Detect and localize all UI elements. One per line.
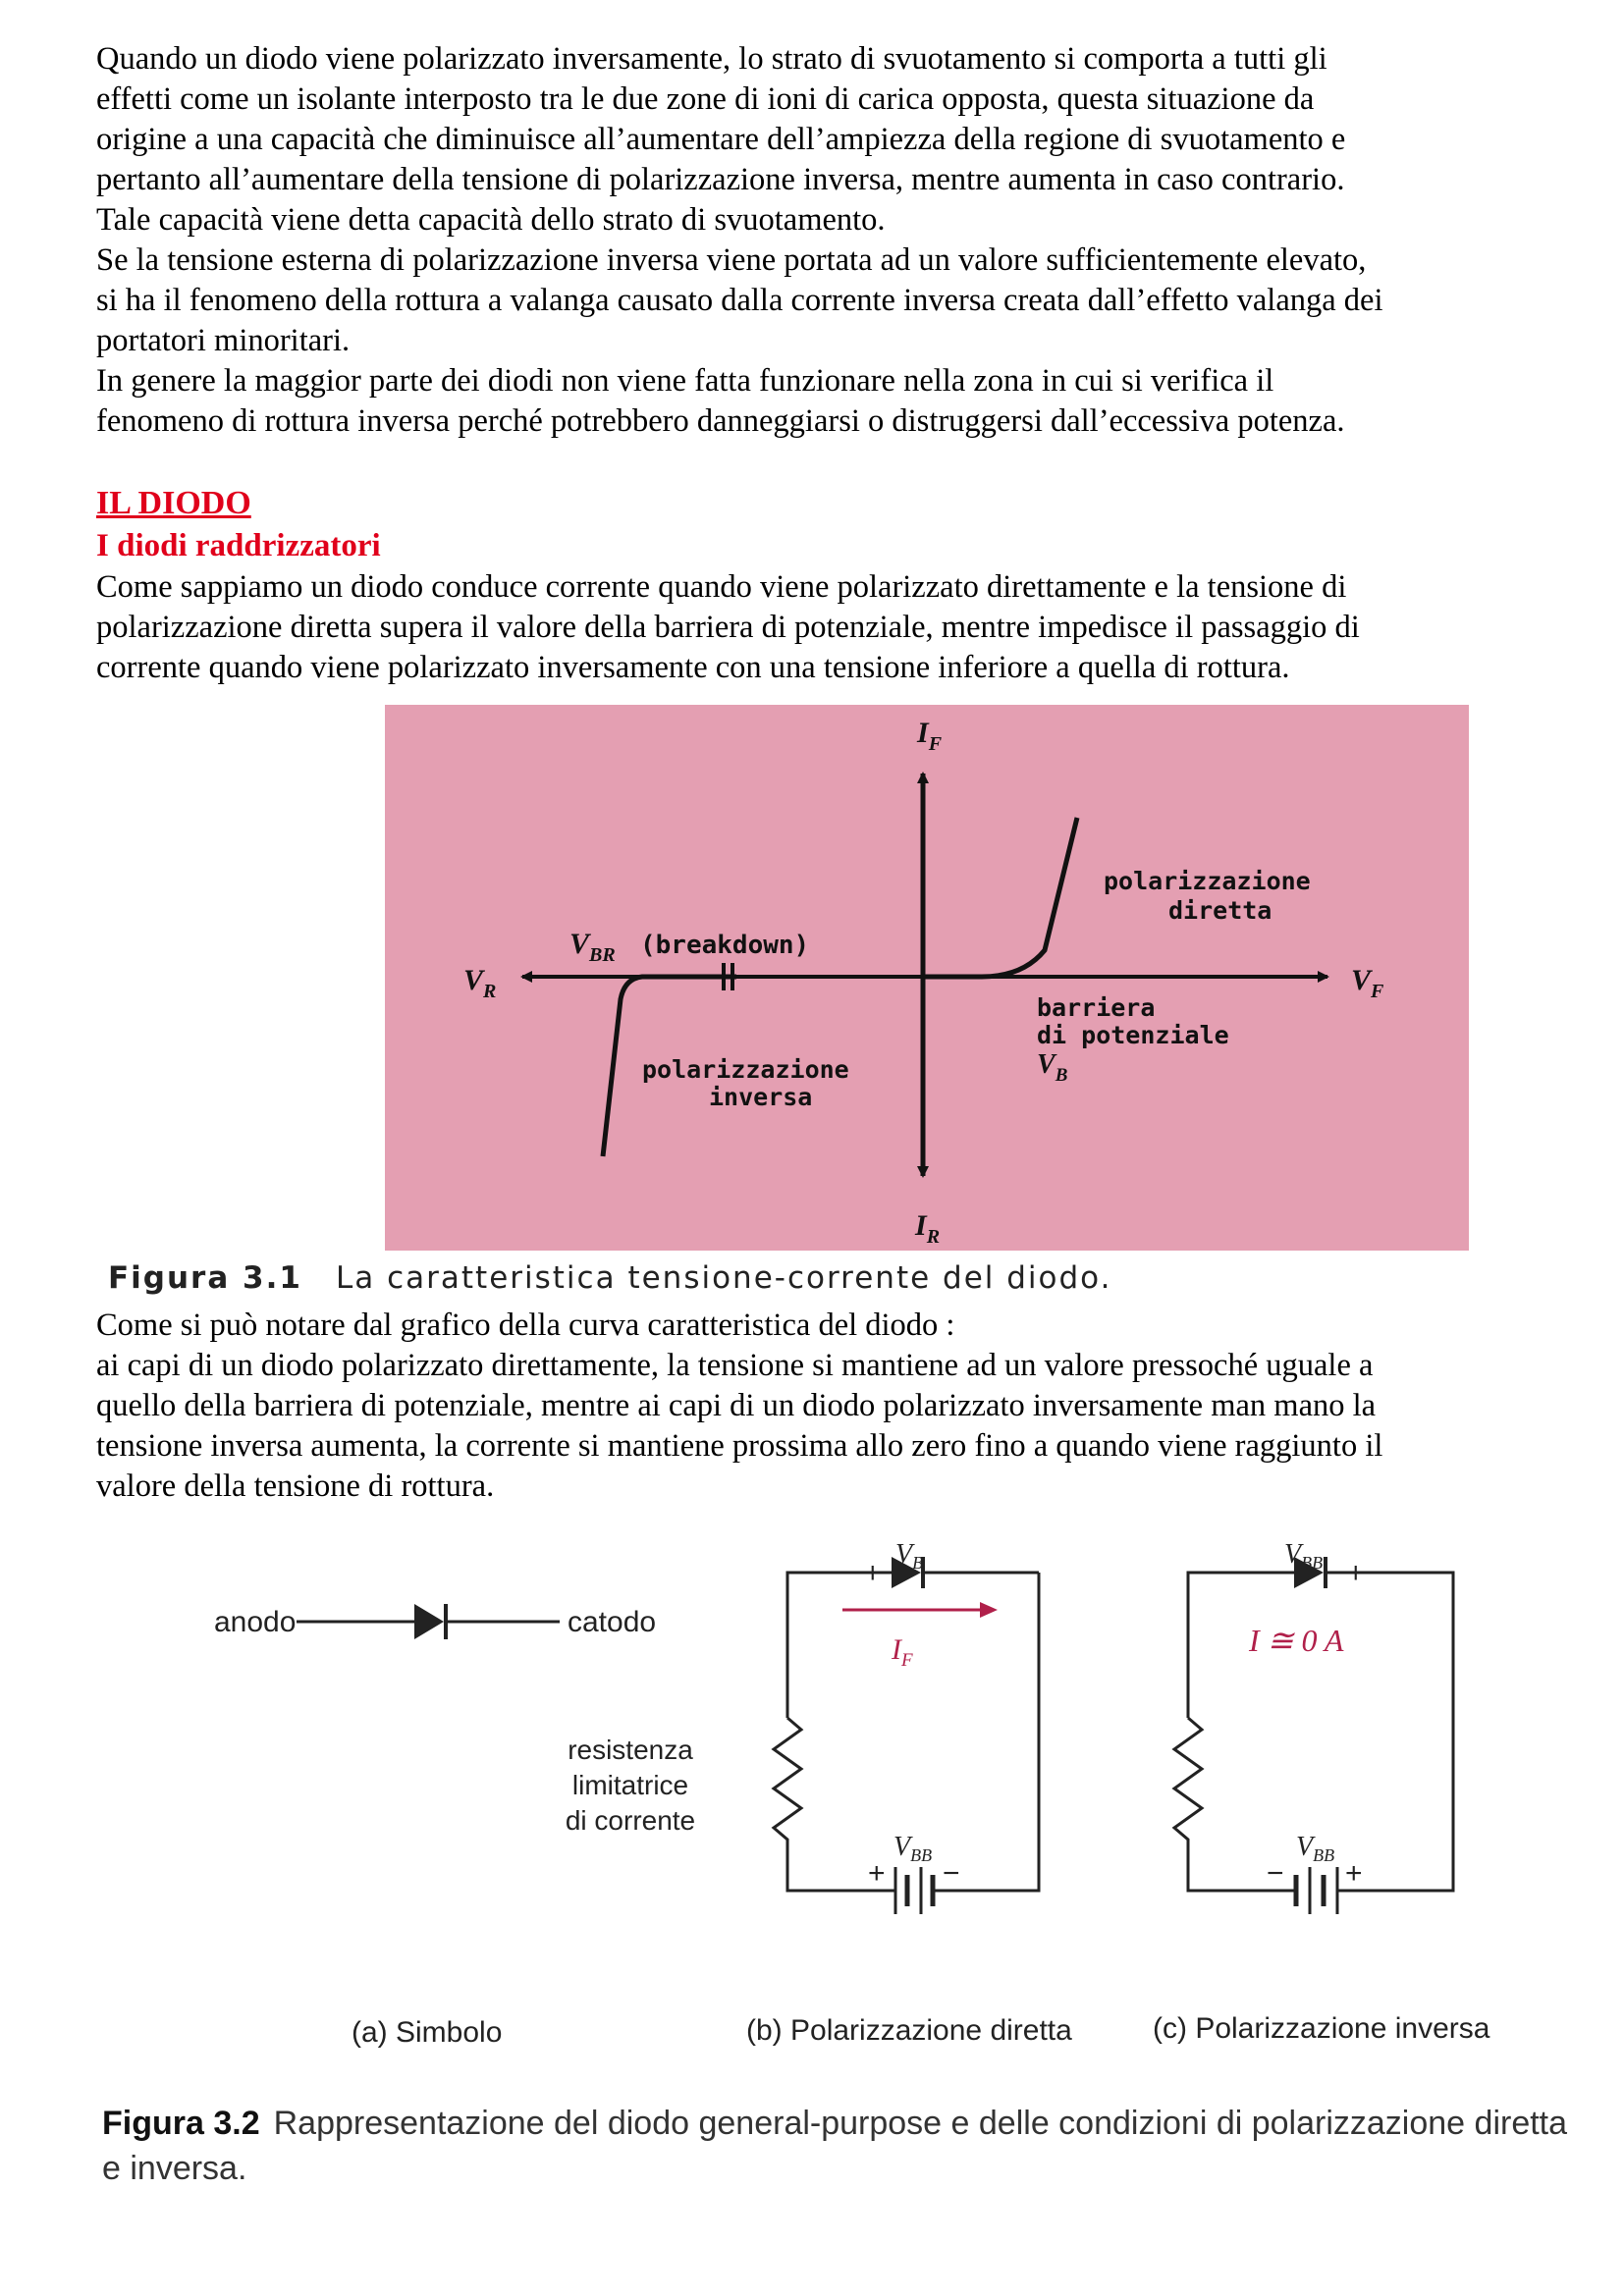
text-line: Come si può notare dal grafico della curva caratteristica del diodo : bbox=[96, 1308, 955, 1343]
diode-symbol-icon bbox=[414, 1604, 444, 1639]
label-if-main: I bbox=[917, 717, 929, 749]
text-line: pertanto all’aumentare della tensione di polarizzazione inversa, mentre aumenta in caso contrario. bbox=[96, 162, 1345, 197]
label-if-sub: F bbox=[928, 733, 943, 755]
label-barrier-2: di potenziale bbox=[1037, 1021, 1229, 1049]
current-arrow-head-icon bbox=[980, 1602, 998, 1618]
text-line: corrente quando viene polarizzato inversamente con una tensione inferiore a quella di rottura. bbox=[96, 650, 1290, 685]
text-line: si ha il fenomeno della rottura a valanga causato dalla corrente inversa creata dall’effetto valanga dei bbox=[96, 283, 1383, 318]
label-vb bbox=[1037, 1049, 1067, 1086]
iv-characteristic-diagram bbox=[385, 705, 1469, 1251]
paragraph-conduction bbox=[96, 567, 1549, 688]
label-vbb-c-top bbox=[1284, 1541, 1323, 1573]
forward-curve bbox=[923, 818, 1077, 977]
label-reverse-2: inversa bbox=[709, 1083, 813, 1111]
text-line: fenomeno di rottura inversa perché potrebbero danneggiarsi o distruggersi dall’eccessiva potenza. bbox=[96, 403, 1345, 439]
label-ir-main: I bbox=[915, 1209, 927, 1242]
label-vb-sub: B bbox=[1055, 1065, 1068, 1086]
battery-b-minus: − bbox=[943, 1857, 960, 1890]
text-line: portatori minoritari. bbox=[96, 323, 351, 358]
figure-diode-circuits bbox=[187, 1541, 1522, 2052]
text-line: effetti come un isolante interposto tra le due zone di ioni di carica opposta, questa situazione da bbox=[96, 81, 1315, 117]
label-if bbox=[916, 717, 943, 755]
label-vbb-c-top-main: V bbox=[1284, 1541, 1302, 1570]
label-resistor-3: di corrente bbox=[565, 1805, 696, 1836]
battery-c-plus: + bbox=[1345, 1857, 1363, 1890]
label-barrier-1: barriera bbox=[1037, 993, 1156, 1022]
text-line: tensione inversa aumenta, la corrente si mantiene prossima allo zero fino a quando viene raggiunto il bbox=[96, 1428, 1383, 1464]
paragraph-curve-analysis bbox=[96, 1306, 1549, 1507]
text-line: In genere la maggior parte dei diodi non viene fatta funzionare nella zona in cui si verifica il bbox=[96, 363, 1274, 399]
label-vbb-c-sub: BB bbox=[1313, 1845, 1335, 1865]
label-ir-sub: R bbox=[926, 1226, 941, 1248]
vb-minus: − bbox=[941, 1557, 958, 1589]
label-vbb-c-main: V bbox=[1296, 1832, 1314, 1862]
figure-3-1-label: Figura 3.1 bbox=[108, 1260, 302, 1296]
paragraph-depletion-capacitance bbox=[96, 39, 1549, 240]
label-breakdown: (breakdown) bbox=[640, 931, 810, 960]
label-if-current-main: I bbox=[892, 1633, 901, 1666]
diode-circuits-diagram bbox=[187, 1541, 1522, 2052]
circuit-c-wire-right bbox=[1326, 1573, 1453, 1891]
label-if-current bbox=[891, 1633, 913, 1671]
label-vbr-main: V bbox=[569, 928, 590, 960]
panel-b-caption: (b) Polarizzazione diretta bbox=[746, 2014, 1072, 2047]
vbb-c-plus-top: + bbox=[1347, 1557, 1365, 1589]
paragraph-avalanche bbox=[96, 240, 1549, 361]
label-vr bbox=[463, 964, 496, 1002]
text-line: Tale capacità viene detta capacità dello strato di svuotamento. bbox=[96, 202, 886, 238]
label-vbr-sub: BR bbox=[589, 944, 616, 966]
figure-3-2-caption bbox=[102, 2101, 1595, 2191]
text-line: Se la tensione esterna di polarizzazione inversa viene portata ad un valore sufficientemente elevato, bbox=[96, 242, 1367, 278]
label-vr-sub: R bbox=[483, 981, 497, 1002]
label-vbb-b bbox=[893, 1832, 932, 1865]
label-forward-1: polarizzazione bbox=[1104, 867, 1311, 895]
label-vf-sub: F bbox=[1371, 981, 1384, 1002]
label-if-current-sub: F bbox=[901, 1650, 913, 1671]
figure-3-1-caption bbox=[108, 1260, 1111, 1296]
figure-3-1-text: La caratteristica tensione-corrente del diodo. bbox=[335, 1260, 1112, 1296]
panel-a-caption: (a) Simbolo bbox=[352, 2016, 503, 2049]
label-i-zero: I ≅ 0 A bbox=[1249, 1623, 1344, 1658]
label-vbb-b-main: V bbox=[893, 1832, 911, 1862]
label-vf-main: V bbox=[1351, 964, 1372, 996]
label-vb-b bbox=[895, 1541, 923, 1573]
label-anode: anodo bbox=[214, 1606, 297, 1638]
battery-c-minus: − bbox=[1267, 1857, 1284, 1890]
text-line: Come sappiamo un diodo conduce corrente quando viene polarizzato direttamente e la tensione di bbox=[96, 569, 1347, 605]
section-heading: IL DIODO bbox=[96, 485, 251, 521]
label-resistor-1: resistenza bbox=[568, 1735, 693, 1765]
label-forward-2: diretta bbox=[1168, 896, 1272, 925]
panel-c-reverse-bias bbox=[1153, 1541, 1490, 2045]
text-line: origine a una capacità che diminuisce all’aumentare dell’ampiezza della regione di svuotamento e bbox=[96, 122, 1346, 157]
text-line: quello della barriera di potenziale, mentre ai capi di un diodo polarizzato inversamente man mano la bbox=[96, 1388, 1377, 1423]
label-vbb-b-sub: BB bbox=[910, 1845, 933, 1865]
label-ir bbox=[914, 1209, 940, 1248]
label-vb-main: V bbox=[1037, 1049, 1056, 1080]
vb-plus: + bbox=[864, 1557, 882, 1589]
vbb-c-minus-top: − bbox=[1255, 1557, 1272, 1589]
label-vbb-c bbox=[1296, 1832, 1334, 1865]
label-vbr bbox=[569, 928, 616, 966]
battery-b-plus: + bbox=[868, 1857, 886, 1890]
label-vb-b-sub: B bbox=[912, 1553, 924, 1573]
text-line: polarizzazione diretta supera il valore della barriera di potenziale, mentre impedisce il passaggio di bbox=[96, 610, 1360, 645]
figure-3-2-label: Figura 3.2 bbox=[102, 2105, 260, 2142]
figure-iv-characteristic bbox=[385, 705, 1469, 1251]
label-vbb-c-top-sub: BB bbox=[1301, 1553, 1324, 1573]
text-line: ai capi di un diodo polarizzato direttamente, la tensione si mantiene ad un valore pressoché uguale a bbox=[96, 1348, 1374, 1383]
paragraph-breakdown-zone bbox=[96, 361, 1549, 442]
label-vf bbox=[1351, 964, 1384, 1002]
label-vr-main: V bbox=[463, 964, 484, 996]
figure-3-2-text: Rappresentazione del diodo general-purpose e delle condizioni di polarizzazione diretta e inversa. bbox=[102, 2105, 1568, 2187]
section-subheading: I diodi raddrizzatori bbox=[96, 528, 381, 563]
text-line: Quando un diodo viene polarizzato inversamente, lo strato di svuotamento si comporta a tutti gli bbox=[96, 41, 1327, 77]
panel-c-caption: (c) Polarizzazione inversa bbox=[1153, 2012, 1490, 2045]
circuit-b-wire-right bbox=[933, 1573, 1039, 1891]
label-cathode: catodo bbox=[568, 1606, 657, 1638]
label-reverse-1: polarizzazione bbox=[642, 1055, 849, 1084]
label-resistor-2: limitatrice bbox=[571, 1770, 689, 1800]
label-vb-b-main: V bbox=[895, 1541, 913, 1570]
text-line: valore della tensione di rottura. bbox=[96, 1468, 495, 1504]
